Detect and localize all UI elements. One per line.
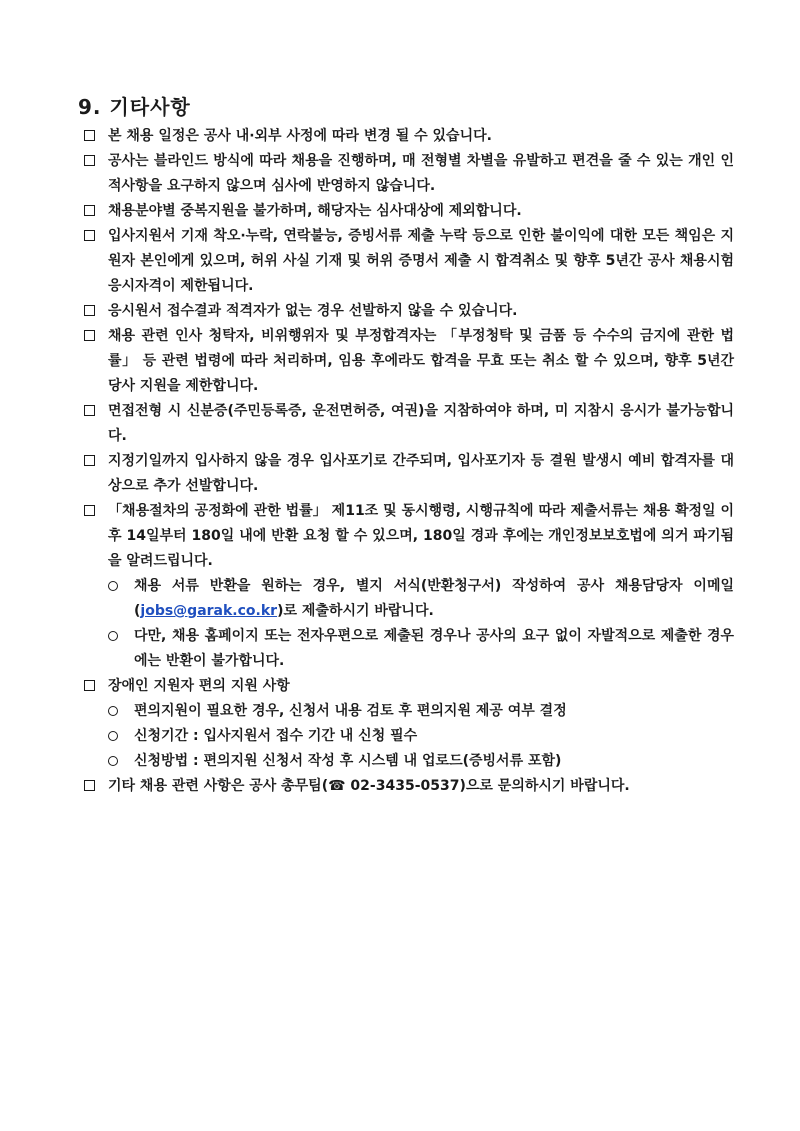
circle-bullet-icon <box>108 731 118 741</box>
checkbox-square-icon <box>84 455 95 466</box>
notice-text: 응시원서 접수결과 적격자가 없는 경우 선발하지 않을 수 있습니다. <box>108 303 518 319</box>
checkbox-square-icon <box>84 155 95 166</box>
sub-text: 신청방법 : 편의지원 신청서 작성 후 시스템 내 업로드(증빙서류 포함) <box>134 753 562 769</box>
sub-text: 채용 서류 반환을 원하는 경우, 별지 서식(반환청구서) 작성하여 공사 채용담당자 이메일( <box>134 578 734 619</box>
notice-item-no-qualified <box>84 299 734 324</box>
notice-text: 본 채용 일정은 공사 내·외부 사정에 따라 변경 될 수 있습니다. <box>108 128 492 144</box>
circle-bullet-icon <box>108 756 118 766</box>
notice-text: 장애인 지원자 편의 지원 사항 <box>108 678 290 694</box>
checkbox-square-icon <box>84 305 95 316</box>
checkbox-square-icon <box>84 780 95 791</box>
notice-text: 채용분야별 중복지원을 불가하며, 해당자는 심사대상에 제외합니다. <box>108 203 522 219</box>
contact-text: 기타 채용 관련 사항은 공사 총무팀( <box>108 778 329 794</box>
notice-item-joining-date <box>84 449 734 499</box>
checkbox-square-icon <box>84 230 95 241</box>
notice-item-id-card <box>84 399 734 449</box>
checkbox-square-icon <box>84 680 95 691</box>
checkbox-square-icon <box>84 130 95 141</box>
contact-text: )으로 문의하시기 바랍니다. <box>459 778 630 794</box>
notice-item-contact <box>84 774 734 799</box>
checkbox-square-icon <box>84 205 95 216</box>
disability-sub-method <box>84 749 734 774</box>
notice-item-solicitation <box>84 324 734 399</box>
notice-text: 면접전형 시 신분증(주민등록증, 운전면허증, 여권)을 지참하여야 하며, 미 지참시 응시가 불가능합니다. <box>108 403 734 444</box>
document-return-exception <box>84 624 734 674</box>
notice-item-document-return <box>84 499 734 574</box>
notice-item-blind-hiring <box>84 149 734 199</box>
notice-item-disability <box>84 674 734 699</box>
disability-sub-review <box>84 699 734 724</box>
notice-item-schedule <box>84 124 734 149</box>
disability-sub-period <box>84 724 734 749</box>
notice-item-responsibility <box>84 224 734 299</box>
notice-text: 채용 관련 인사 청탁자, 비위행위자 및 부정합격자는 「부정청탁 및 금품 등 수수의 금지에 관한 법률」 등 관련 법령에 따라 처리하며, 임용 후에라도 합격을 무효 또는 취소 할 수 있으며, 향후 5년간 당사 지원을 제한합니다. <box>108 328 734 394</box>
sub-text: 편의지원이 필요한 경우, 신청서 내용 검토 후 편의지원 제공 여부 결정 <box>134 703 567 719</box>
checkbox-square-icon <box>84 405 95 416</box>
circle-bullet-icon <box>108 631 118 641</box>
notice-text: 지정기일까지 입사하지 않을 경우 입사포기로 간주되며, 입사포기자 등 결원 발생시 예비 합격자를 대상으로 추가 선발합니다. <box>108 453 734 494</box>
phone-number: 02-3435-0537 <box>345 778 460 794</box>
notice-text: 입사지원서 기재 착오·누락, 연락불능, 증빙서류 제출 누락 등으로 인한 불이익에 대한 모든 책임은 지원자 본인에게 있으며, 허위 사실 기재 및 허위 증명서 제출 시 합격취소 및 향후 5년간 공사 채용시험 응시자격이 제한됩니다. <box>108 228 734 294</box>
sub-text: )로 제출하시기 바랍니다. <box>277 603 434 619</box>
notice-list <box>84 124 734 799</box>
checkbox-square-icon <box>84 330 95 341</box>
checkbox-square-icon <box>84 505 95 516</box>
notice-item-duplicate <box>84 199 734 224</box>
notice-text: 공사는 블라인드 방식에 따라 채용을 진행하며, 매 전형별 차별을 유발하고 편견을 줄 수 있는 개인 인적사항을 요구하지 않으며 심사에 반영하지 않습니다. <box>108 153 734 194</box>
sub-text: 다만, 채용 홈페이지 또는 전자우편으로 제출된 경우나 공사의 요구 없이 자발적으로 제출한 경우에는 반환이 불가합니다. <box>134 628 734 669</box>
phone-icon: ☎ <box>328 778 346 794</box>
sub-text: 신청기간 : 입사지원서 접수 기간 내 신청 필수 <box>134 728 418 744</box>
circle-bullet-icon <box>108 581 118 591</box>
section-title: 9. 기타사항 <box>78 95 191 119</box>
document-return-instruction <box>84 574 734 624</box>
email-link[interactable]: jobs@garak.co.kr <box>140 603 278 619</box>
circle-bullet-icon <box>108 706 118 716</box>
notice-text: 「채용절차의 공정화에 관한 법률」 제11조 및 동시행령, 시행규칙에 따라 제출서류는 채용 확정일 이후 14일부터 180일 내에 반환 요청 할 수 있으며, 180일 경과 후에는 개인정보보호법에 의거 파기됨을 알려드립니다. <box>108 503 734 569</box>
